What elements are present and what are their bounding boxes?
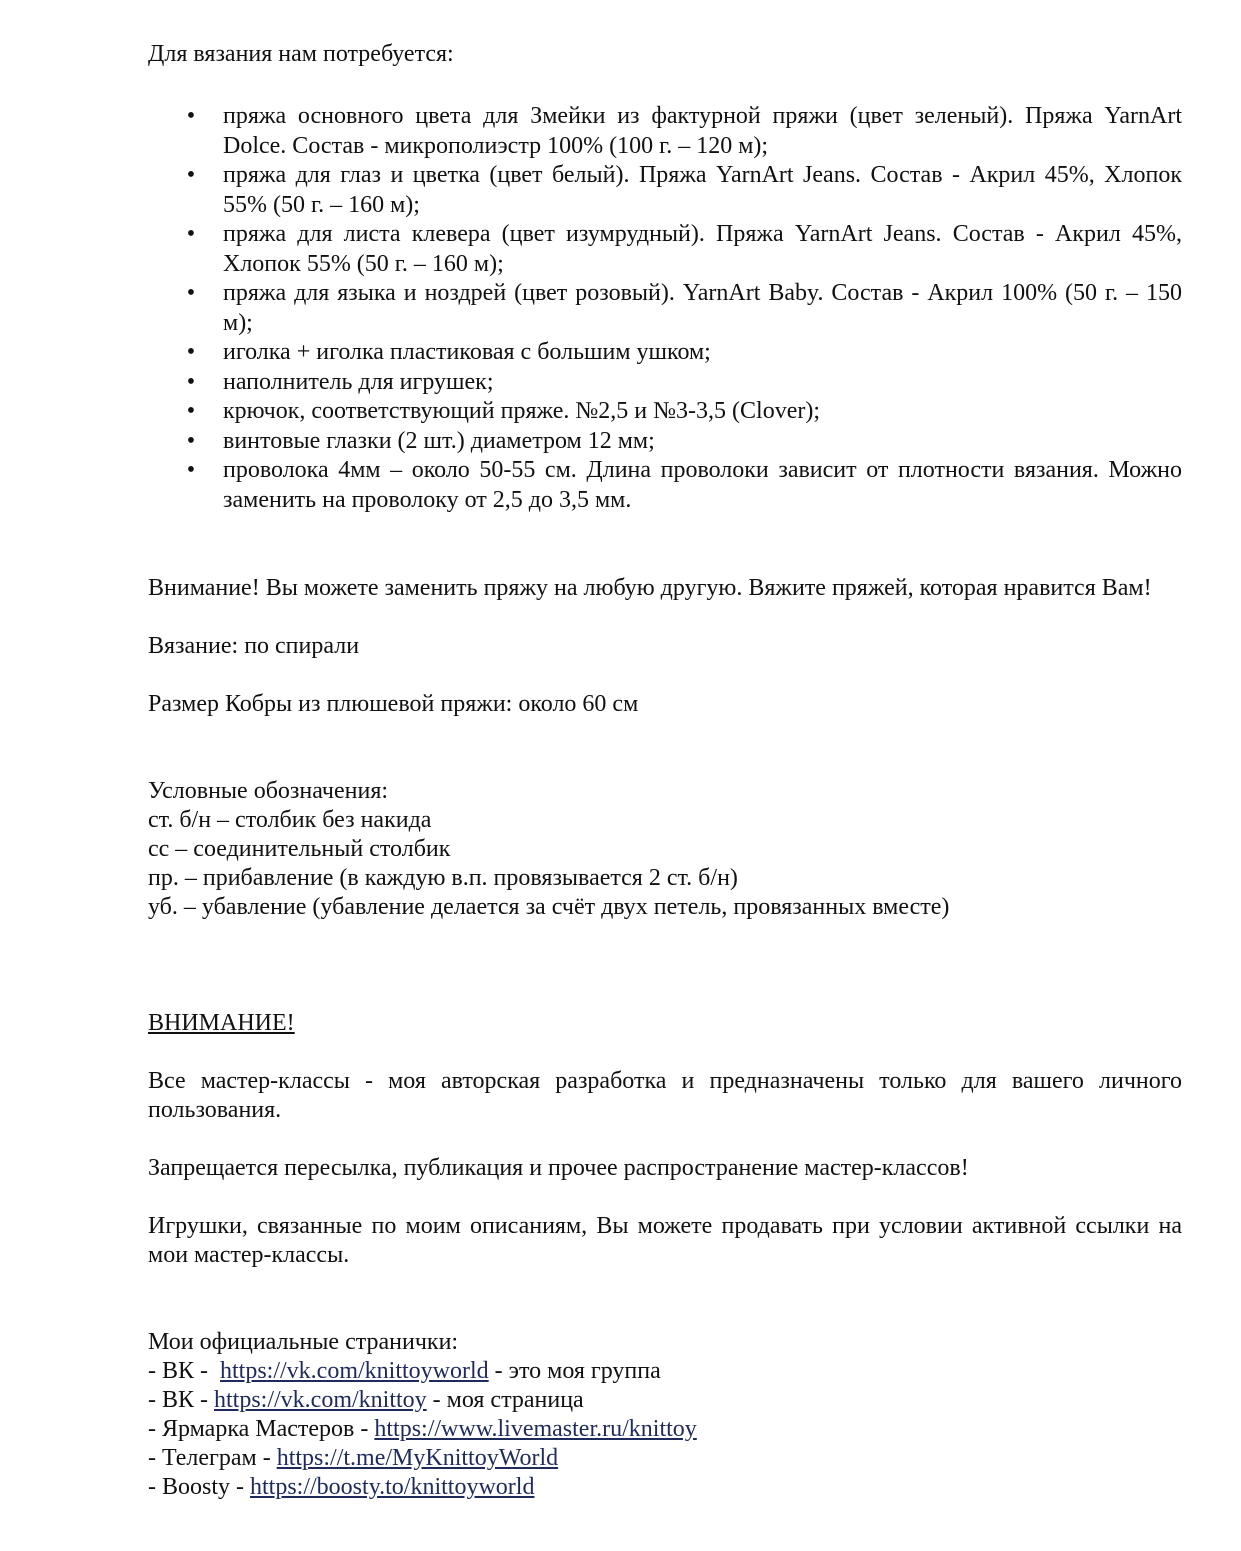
- materials-list: [148, 102, 1182, 515]
- copyright-warning-section: [148, 1009, 1182, 1270]
- list-item-text: пряжа основного цвета для Змейки из фактурной пряжи (цвет зеленый). Пряжа YarnArt Dolce. Состав - микрополиэстр 100% (100 г. – 120 м);: [223, 103, 1182, 159]
- link-suffix: - моя страница: [426, 1387, 584, 1413]
- warning-paragraph: Игрушки, связанные по моим описаниям, Вы можете продавать при условии активной ссылки на мои мастер-классы.: [148, 1213, 1182, 1268]
- document-page: [148, 40, 1182, 1502]
- telegram-link[interactable]: https://t.me/MyKnittoyWorld: [276, 1445, 559, 1471]
- warning-title: ВНИМАНИЕ!: [148, 1010, 295, 1036]
- list-item: [148, 397, 1182, 427]
- list-item-text: пряжа для листа клевера (цвет изумрудный). Пряжа YarnArt Jeans. Состав - Акрил 45%, Хлопок 55% (50 г. – 160 м);: [223, 221, 1182, 277]
- list-item: [148, 220, 1182, 279]
- link-row-livemaster: [148, 1415, 1182, 1444]
- list-item-text: пряжа для языка и ноздрей (цвет розовый). YarnArt Baby. Состав - Акрил 100% (50 г. – 150 м);: [223, 280, 1182, 336]
- list-item: [148, 161, 1182, 220]
- warning-paragraph: Запрещается пересылка, публикация и прочее распространение мастер-классов!: [148, 1155, 969, 1181]
- legend-item: пр. – прибавление (в каждую в.п. провязывается 2 ст. б/н): [148, 865, 738, 891]
- list-item-text: винтовые глазки (2 шт.) диаметром 12 мм;: [223, 427, 655, 454]
- link-prefix: - ВК -: [148, 1358, 220, 1384]
- list-item: [148, 427, 1182, 457]
- legend-section: [148, 777, 1182, 922]
- official-pages-title: Мои официальные странички:: [148, 1329, 459, 1355]
- vk-page-link[interactable]: https://vk.com/knittoy: [214, 1387, 427, 1413]
- list-item: [148, 279, 1182, 338]
- list-item: [148, 456, 1182, 515]
- warning-paragraph: Все мастер-классы - моя авторская разработка и предназначены только для вашего личного пользования.: [148, 1068, 1182, 1123]
- size-note: Размер Кобры из плюшевой пряжи: около 60 см: [148, 691, 639, 717]
- legend-title: Условные обозначения:: [148, 778, 389, 804]
- legend-item: сс – соединительный столбик: [148, 836, 451, 862]
- link-row-vk-page: [148, 1386, 1182, 1415]
- bullet-icon: •: [186, 339, 196, 365]
- link-row-telegram: [148, 1444, 1182, 1473]
- link-prefix: - Ярмарка Мастеров -: [148, 1416, 375, 1442]
- bullet-icon: •: [186, 427, 196, 454]
- link-row-boosty: [148, 1473, 1182, 1502]
- boosty-link[interactable]: https://boosty.to/knittoyworld: [250, 1474, 535, 1500]
- link-row-vk-group: [148, 1357, 1182, 1386]
- bullet-icon: •: [186, 398, 196, 424]
- vk-group-link[interactable]: https://vk.com/knittoyworld: [220, 1358, 489, 1384]
- livemaster-link[interactable]: https://www.livemaster.ru/knittoy: [374, 1416, 697, 1442]
- legend-item: уб. – убавление (убавление делается за счёт двух петель, провязанных вместе): [148, 894, 950, 920]
- list-item-text: пряжа для глаз и цветка (цвет белый). Пряжа YarnArt Jeans. Состав - Акрил 45%, Хлопок 55% (50 г. – 160 м);: [223, 162, 1182, 218]
- legend-item: ст. б/н – столбик без накида: [148, 807, 432, 833]
- list-item-text: проволока 4мм – около 50-55 см. Длина проволоки зависит от плотности вязания. Можно заменить на проволоку от 2,5 до 3,5 мм.: [223, 457, 1182, 513]
- list-item-text: иголка + иголка пластиковая с большим ушком;: [223, 339, 711, 365]
- bullet-icon: •: [186, 368, 196, 395]
- bullet-icon: •: [186, 280, 196, 306]
- link-prefix: - Boosty -: [148, 1474, 250, 1500]
- list-item: [148, 368, 1182, 398]
- list-item: [148, 102, 1182, 161]
- bullet-icon: •: [186, 162, 196, 188]
- link-prefix: - Телеграм -: [148, 1445, 277, 1471]
- yarn-attention-note: Внимание! Вы можете заменить пряжу на любую другую. Вяжите пряжей, которая нравится Вам!: [148, 575, 1152, 601]
- link-suffix: - это моя группа: [488, 1358, 661, 1384]
- link-prefix: - ВК -: [148, 1387, 214, 1413]
- bullet-icon: •: [186, 457, 196, 483]
- list-item-text: крючок, соответствующий пряже. №2,5 и №3-3,5 (Clover);: [223, 398, 821, 424]
- official-pages-section: [148, 1328, 1182, 1502]
- bullet-icon: •: [186, 221, 196, 247]
- list-item-text: наполнитель для игрушек;: [223, 368, 494, 395]
- bullet-icon: •: [186, 103, 196, 129]
- knitting-method: Вязание: по спирали: [148, 633, 360, 659]
- list-item: [148, 338, 1182, 368]
- materials-intro: Для вязания нам потребуется:: [148, 41, 454, 67]
